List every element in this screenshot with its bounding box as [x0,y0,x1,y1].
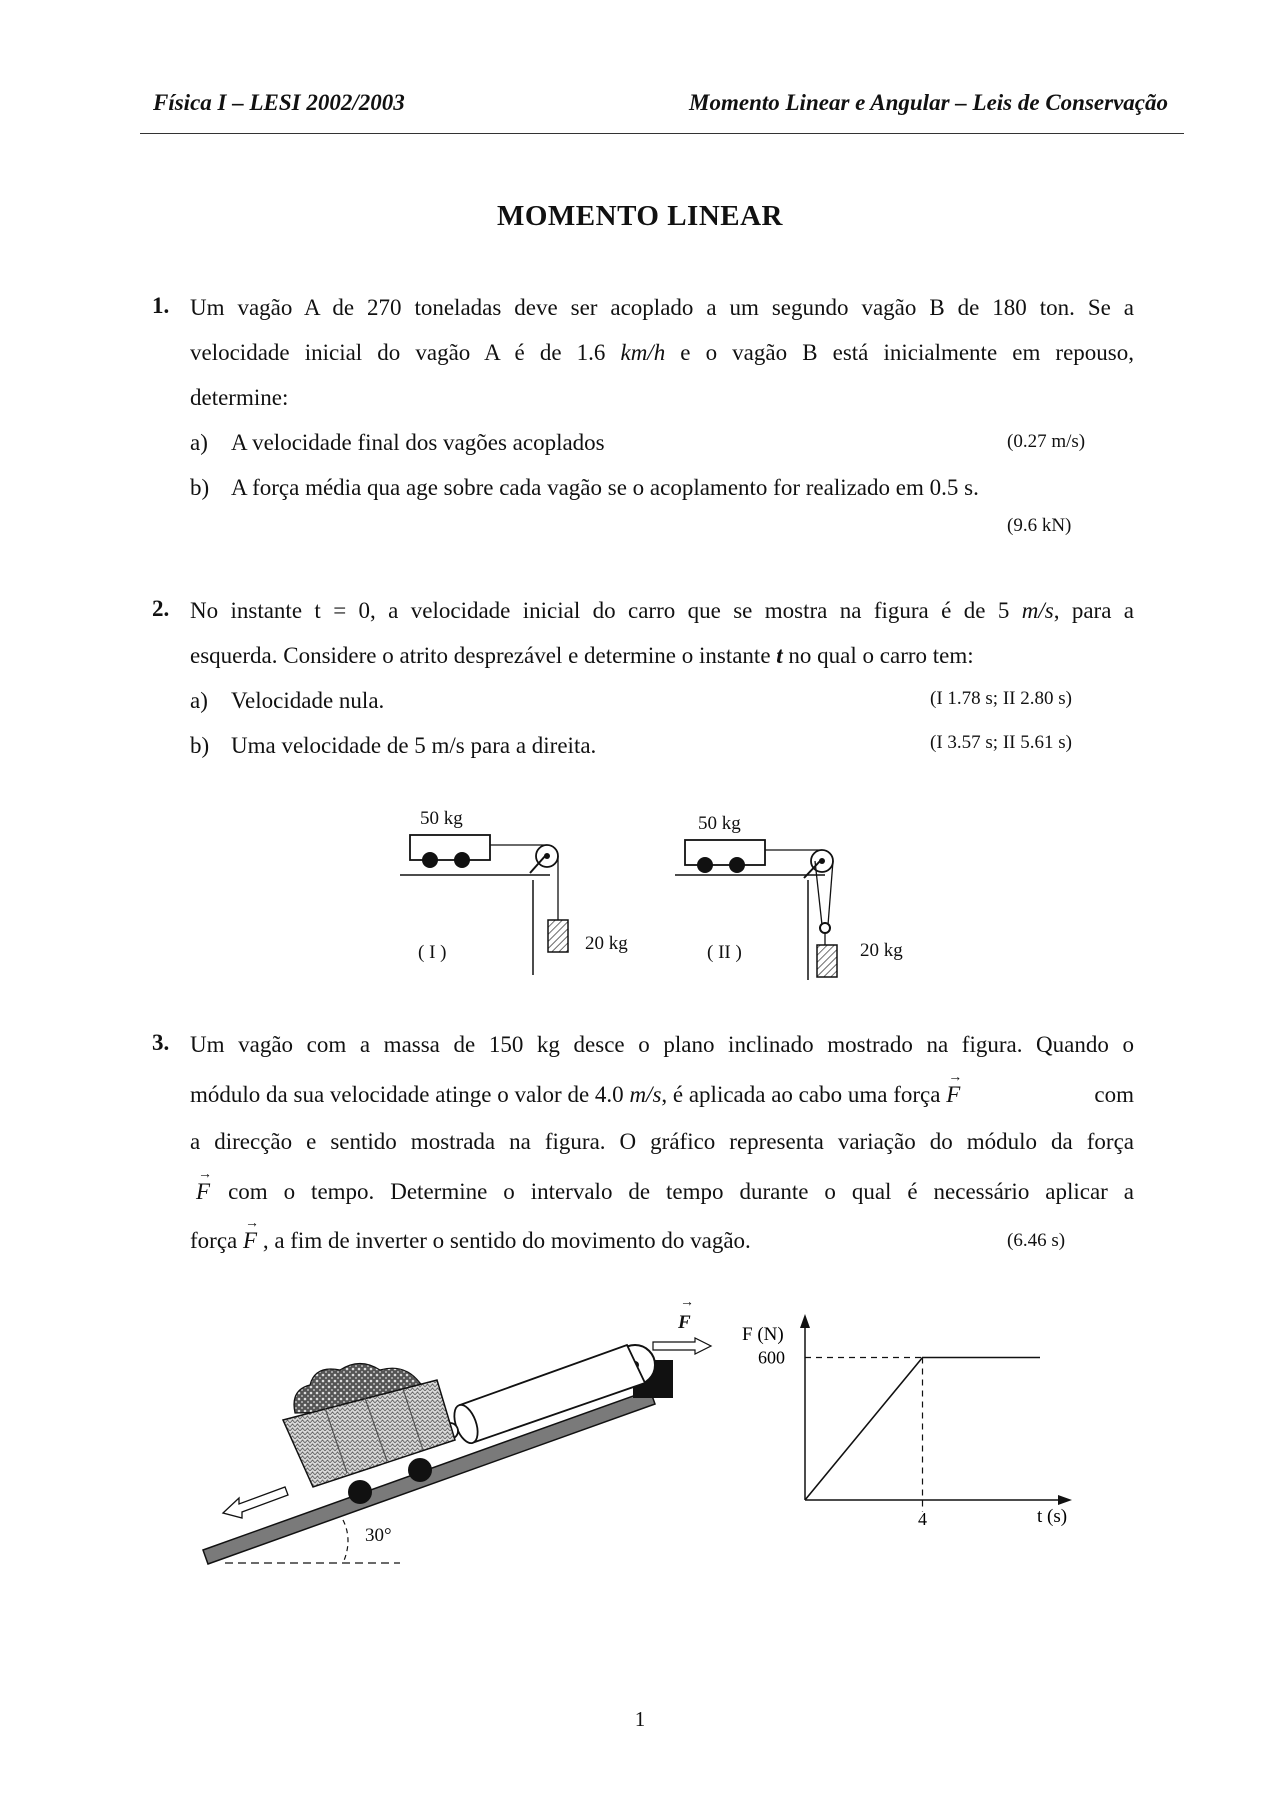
problem-3-text-c: com o tempo. Determine o intervalo de tempo durante o qual é necessário aplicar a [228,1179,1134,1204]
force-label: → F [678,1312,691,1334]
problem-3-line-5 [190,1218,751,1263]
problem-2-text: esquerda. Considere o atrito desprezável e determine o instante [190,643,771,668]
header-divider [140,133,1184,134]
problem-3-text-a: módulo da sua velocidade atinge o valor de 4.0 m/s, é aplicada ao cabo uma força → F [190,1072,960,1117]
problem-2-number: 2. [152,596,170,621]
answer: (I 3.57 s; II 5.61 s) [930,732,1072,753]
x-tick-label: 4 [918,1509,927,1529]
time-variable: t [776,643,783,668]
page-number: 1 [634,1707,646,1731]
case-label-1: ( I ) [418,942,447,963]
problem-3-text-e: , a fim de inverter o sentido do movimento do vagão. [262,1228,751,1253]
wagon-wheel [348,1480,372,1504]
problem-2-text-cont: , para a [1053,598,1134,623]
system-2 [675,840,837,980]
case-label-2: ( II ) [707,942,742,963]
problem-3-text-d: força [190,1228,238,1253]
block-mass-1: 20 kg [585,933,628,954]
problem-1-line-2 [190,330,1134,375]
inclined-plane-figure [195,1295,715,1585]
problem-2-text-cont: no qual o carro tem: [788,643,974,668]
item-label: a) [190,688,208,713]
problem-1-line-3: determine: [190,385,289,410]
header-left: Física I – LESI 2002/2003 [153,90,405,115]
item-text: Uma velocidade de 5 m/s para a direita. [231,733,597,758]
problem-1-text: velocidade inicial do vagão A é de 1.6 [190,340,606,365]
x-axis-arrow [1058,1495,1072,1505]
problem-3-line-3: a direcção e sentido mostrada na figura. O gráfico representa variação do módulo da força [190,1129,1134,1154]
block-mass-2: 20 kg [860,940,903,961]
x-axis-label: t (s) [1037,1506,1068,1527]
page-title: MOMENTO LINEAR [496,200,783,232]
problem-2-line-2 [190,633,974,678]
cart-mass-2: 50 kg [698,813,741,834]
force-arrow [653,1338,711,1354]
answer: (6.46 s) [1007,1230,1066,1251]
cart-mass-1: 50 kg [420,808,463,829]
problem-3-line-4 [190,1169,1134,1214]
problem-3-line-2 [190,1072,1134,1117]
y-axis-label: F (N) [742,1324,784,1345]
angle-arc [343,1520,348,1563]
problem-1-number: 1. [152,293,170,318]
velocity-unit: m/s [1021,598,1054,623]
answer: (I 1.78 s; II 2.80 s) [930,688,1072,709]
force-time-chart [730,1300,1090,1530]
header-right: Momento Linear e Angular – Leis de Conservação [689,90,1168,115]
item-label: a) [190,430,208,455]
item-label: b) [190,733,210,758]
problem-1-text-cont: e o vagão B está inicialmente em repouso, [680,340,1134,365]
item-text: A força média qua age sobre cada vagão se o acoplamento for realizado em 0.5 s. [231,475,979,500]
item-label: b) [190,475,210,500]
y-tick-label: 600 [758,1347,785,1368]
angle-label: 30° [365,1525,392,1546]
force-vector-symbol: → F [243,1218,257,1263]
y-axis-arrow [800,1314,810,1328]
problem-3-number: 3. [152,1030,170,1055]
item-text: A velocidade final dos vagões acoplados [231,430,605,455]
velocity-unit: m/s [629,1082,662,1107]
speed-unit: km/h [620,340,666,365]
item-text: Velocidade nula. [231,688,385,713]
problem-3-line-1: Um vagão com a massa de 150 kg desce o plano inclinado mostrado na figura. Quando o [190,1032,1134,1057]
force-vector-symbol: → F [946,1072,960,1117]
answer: (0.27 m/s) [1007,431,1086,452]
problem-2-line-1 [190,588,1134,633]
wagon-wheel [408,1458,432,1482]
problem-2-text: No instante t = 0, a velocidade inicial do carro que se mostra na figura é de 5 [190,598,1010,623]
motion-arrow [223,1487,288,1518]
problem-3-text-b: com [1094,1082,1134,1107]
answer: (9.6 kN) [1007,515,1072,536]
force-vector-symbol: → F [196,1169,210,1214]
pulley-carts-figure [390,795,920,985]
problem-1-line-1: Um vagão A de 270 toneladas deve ser acoplado a um segundo vagão B de 180 ton. Se a [190,295,1134,320]
